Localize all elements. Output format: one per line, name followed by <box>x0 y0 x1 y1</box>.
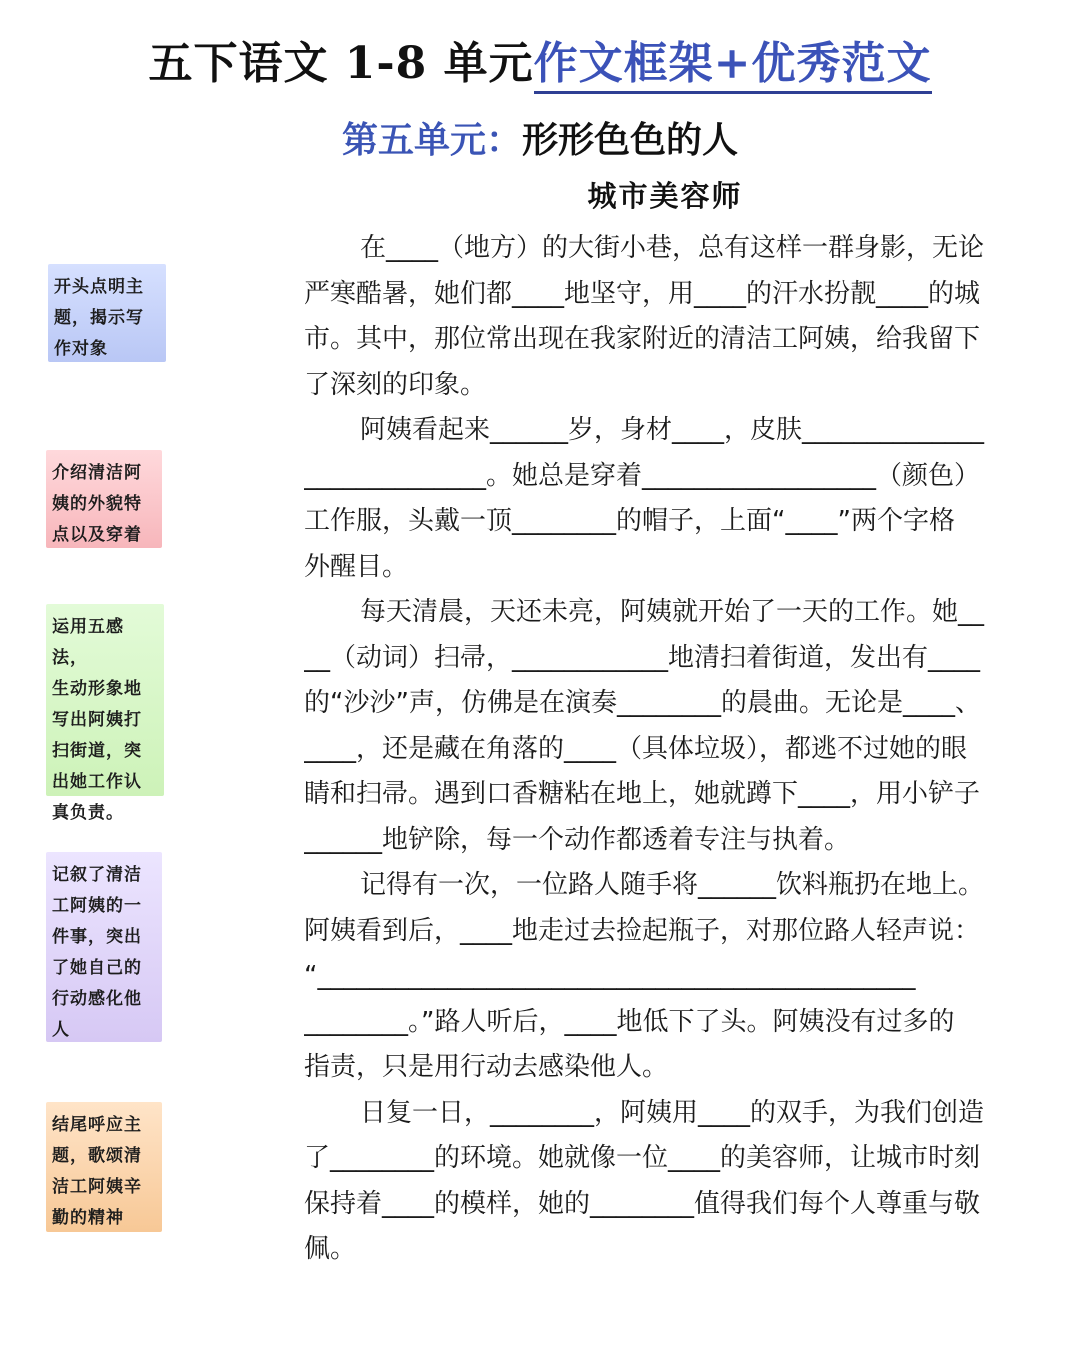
note-line: 写出阿姨打 <box>52 710 142 730</box>
essay-line: 的“沙沙”声，仿佛是在演奏________的晨曲。无论是____、 <box>304 688 981 718</box>
page-title <box>0 34 1080 94</box>
note-line: 运用五感法， <box>52 617 124 668</box>
note-line: 开头点明主 <box>54 277 144 297</box>
note-line: 题，歌颂清 <box>52 1146 142 1166</box>
essay-line: __（动词）扫帚，____________地清扫着街道，发出有____ <box>304 642 981 673</box>
unit-heading <box>0 114 1080 166</box>
essay-line: ____，还是藏在角落的____（具体垃圾），都逃不过她的眼 <box>304 733 968 764</box>
note-line: 介绍清洁阿 <box>52 463 142 483</box>
note-line: 生动形象地 <box>52 679 142 699</box>
essay-line: “______________________________________________ <box>304 961 916 991</box>
page-title-part2: 作文框架+优秀范文 <box>534 38 932 94</box>
essay-line: 市。其中，那位常出现在我家附近的清洁工阿姨，给我留下 <box>304 324 981 354</box>
essay-line: 工作服，头戴一顶________的帽子，上面“____”两个字格 <box>304 506 955 536</box>
essay-paragraph-5 <box>304 1091 1030 1273</box>
note-line: 了她自己的 <box>52 958 142 978</box>
note-line: 题，揭示写 <box>54 308 144 328</box>
note-line: 人 <box>52 1020 70 1040</box>
essay-line: 日复一日，________，阿姨用____的双手，为我们创造 <box>360 1097 985 1128</box>
essay-line: 阿姨看起来______岁，身材____，皮肤______________ <box>360 415 985 445</box>
essay-line: 在____（地方）的大街小巷，总有这样一群身影，无论 <box>360 233 985 263</box>
note-line: 记叙了清洁 <box>52 865 142 885</box>
note-line: 工阿姨的一 <box>52 896 142 916</box>
essay-line: 外醒目。 <box>304 551 409 582</box>
essay-line: 佩。 <box>304 1234 357 1264</box>
margin-note-five-senses <box>46 604 164 823</box>
note-line: 真负责。 <box>52 803 124 823</box>
essay-line: 严寒酷暑，她们都____地坚守，用____的汗水扮靓____的城 <box>304 278 981 309</box>
essay-paragraph-3 <box>304 590 1030 863</box>
essay-paragraph-2 <box>304 408 1030 590</box>
essay-line: 指责，只是用行动去感染他人。 <box>304 1052 669 1082</box>
note-line: 作对象 <box>54 339 108 359</box>
essay-line: 保持着____的模样，她的________值得我们每个人尊重与敬 <box>304 1188 981 1219</box>
margin-note-appearance <box>46 450 162 548</box>
essay-paragraph-4 <box>304 863 1030 1091</box>
essay-line: 每天清晨，天还未亮，阿姨就开始了一天的工作。她__ <box>360 597 985 627</box>
essay-line: 阿姨看到后，____地走过去捡起瓶子，对那位路人轻声说： <box>304 915 981 946</box>
margin-note-opening <box>48 264 166 362</box>
unit-heading-theme: 形形色色的人 <box>522 119 739 161</box>
note-line: 扫街道，突 <box>52 741 142 761</box>
note-line: 姨的外貌特 <box>52 494 142 514</box>
essay-line: ________。”路人听后，____地低下了头。阿姨没有过多的 <box>304 1006 955 1037</box>
essay-line: ______________。她总是穿着__________________（颜色） <box>304 460 981 491</box>
note-line: 件事，突出 <box>52 927 142 947</box>
page-title-part1: 五下语文 1-8 单元 <box>148 38 534 89</box>
essay-line: 了深刻的印象。 <box>304 369 487 400</box>
essay-body <box>304 226 1030 1273</box>
essay-title: 城市美容师 <box>587 179 743 213</box>
margin-note-event <box>46 852 162 1042</box>
note-line: 出她工作认 <box>52 772 142 792</box>
essay-line: 了________的环境。她就像一位____的美容师，让城市时刻 <box>304 1143 981 1173</box>
note-line: 点以及穿着 <box>52 525 142 545</box>
essay-line: ______地铲除，每一个动作都透着专注与执着。 <box>304 824 851 855</box>
note-line: 结尾呼应主 <box>52 1115 142 1135</box>
essay-line: 睛和扫帚。遇到口香糖粘在地上，她就蹲下____，用小铲子 <box>304 779 981 809</box>
essay-paragraph-1 <box>304 226 1030 408</box>
note-line: 勤的精神 <box>52 1208 124 1228</box>
note-line: 洁工阿姨辛 <box>52 1177 142 1197</box>
note-line: 行动感化他 <box>52 989 142 1009</box>
margin-note-ending <box>46 1102 162 1232</box>
essay-line: 记得有一次，一位路人随手将______饮料瓶扔在地上。 <box>360 870 985 900</box>
unit-heading-label: 第五单元： <box>341 119 522 161</box>
